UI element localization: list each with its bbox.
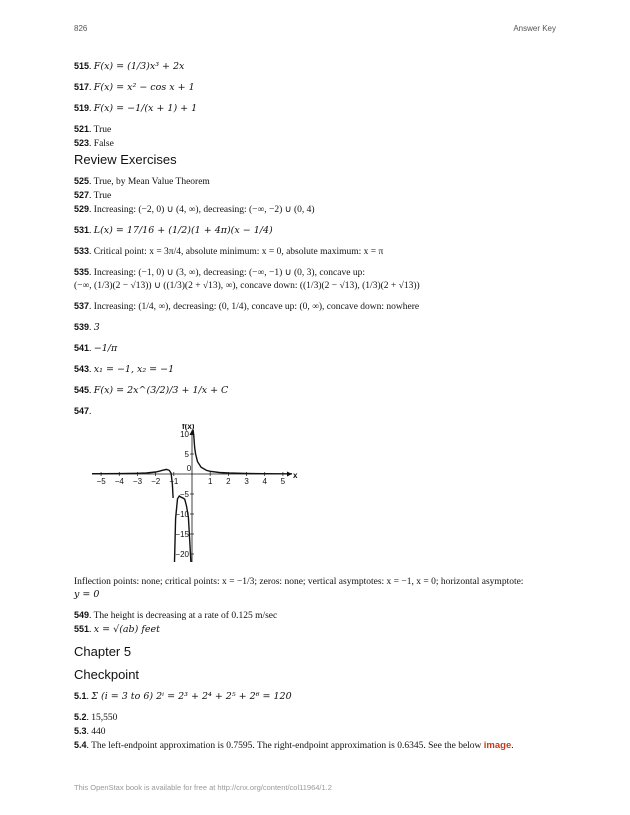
- answer-text: 3: [93, 322, 100, 333]
- x-tick-label: 5: [280, 477, 286, 486]
- answer-549: 549. The height is decreasing at a rate of 0.125 m/sec: [74, 610, 278, 621]
- answer-text: (−∞, (1/3)(2 − √13)) ∪ ((1/3)(2 + √13), ∞), concave down: ((1/3)(2 − √13), (1/3)(2 + √13)): [74, 281, 420, 291]
- answer-529: 529. Increasing: (−2, 0) ∪ (4, ∞), decreasing: (−∞, −2) ∪ (0, 4): [74, 204, 315, 215]
- x-tick-label: −5: [96, 477, 106, 486]
- chapter-heading: Chapter 5: [74, 644, 132, 659]
- section-title: Answer Key: [513, 24, 556, 33]
- answer-537: 537. Increasing: (1/4, ∞), decreasing: (0, 1/4), concave up: (0, ∞), concave down: nowhere: [74, 301, 420, 312]
- page-number: 826: [74, 24, 88, 33]
- x-tick-label: −4: [114, 477, 124, 486]
- answer-text: 440: [91, 727, 106, 737]
- y-tick-label: 10: [180, 430, 189, 439]
- answer-number: 5.3: [74, 726, 87, 736]
- x-axis-label: x: [293, 471, 298, 480]
- image-link[interactable]: image: [483, 740, 512, 751]
- answer-number: 527: [74, 190, 90, 200]
- answer-number: 521: [74, 124, 90, 134]
- answer-text: False: [93, 139, 114, 149]
- answer-text: The left-endpoint approximation is 0.7595. The right-endpoint approximation is 0.6345. See the below: [91, 741, 482, 751]
- x-tick-label: 4: [262, 477, 267, 486]
- checkpoint-5-3: 5.3. 440: [74, 726, 106, 737]
- answer-text: 15,550: [91, 713, 118, 723]
- review-exercises-heading: Review Exercises: [74, 152, 177, 167]
- answer-527: 527. True: [74, 190, 112, 201]
- checkpoint-5-4: 5.4. The left-endpoint approximation is 0.7595. The right-endpoint approximation is 0.6345. See the below image.: [74, 740, 514, 751]
- answer-number: 517: [74, 82, 90, 92]
- answer-number: 523: [74, 138, 90, 148]
- answer-543: 543. x₁ = −1, x₂ = −1: [74, 364, 175, 375]
- x-tick-label: −2: [151, 477, 161, 486]
- x-tick-label: −3: [132, 477, 143, 486]
- answer-number: 537: [74, 301, 90, 311]
- answer-number: 545: [74, 385, 90, 395]
- answer-number: 543: [74, 364, 90, 374]
- answer-text: Increasing: (−1, 0) ∪ (3, ∞), decreasing: (−∞, −1) ∪ (0, 3), concave up:: [93, 268, 365, 278]
- answer-531: 531. L(x) = 17/16 + (1/2)(1 + 4π)(x − 1/4): [74, 225, 273, 236]
- x-tick-label: 2: [226, 477, 231, 486]
- answer-number: 519: [74, 103, 90, 113]
- answer-525: 525. True, by Mean Value Theorem: [74, 176, 210, 187]
- x-tick-label: 3: [244, 477, 249, 486]
- answer-515: 515. F(x) = (1/3)x³ + 2x: [74, 61, 185, 72]
- answer-number: 547: [74, 406, 90, 416]
- answer-541: 541. −1/π: [74, 343, 118, 354]
- y-tick-label: −15: [175, 530, 189, 539]
- answer-text: y = 0: [74, 589, 100, 600]
- checkpoint-5-1: 5.1. Σ (i = 3 to 6) 2ⁱ = 2³ + 2⁴ + 2⁵ + 2⁶ = 120: [74, 691, 292, 702]
- answer-text: F(x) = x² − cos x + 1: [93, 82, 195, 93]
- answer-number: 5.1: [74, 691, 87, 701]
- answer-number: 515: [74, 61, 90, 71]
- answer-content: [74, 60, 556, 753]
- answer-text: F(x) = −1/(x + 1) + 1: [93, 103, 198, 114]
- answer-number: 535: [74, 267, 90, 277]
- y-axis-label: f(x): [182, 424, 195, 431]
- answer-523: 523. False: [74, 138, 114, 149]
- answer-number: 531: [74, 225, 90, 235]
- answer-number: 541: [74, 343, 90, 353]
- x-tick-label: 1: [207, 477, 213, 486]
- answer-number: 533: [74, 246, 90, 256]
- function-curve: [193, 430, 292, 474]
- answer-551: 551. x = √(ab) feet: [74, 624, 160, 635]
- answer-547: 547.: [74, 406, 92, 417]
- answer-number: 551: [74, 624, 90, 634]
- answer-number: 549: [74, 610, 90, 620]
- function-graph: [84, 424, 300, 566]
- answer-text: F(x) = 2x^(3/2)/3 + 1/x + C: [93, 385, 229, 396]
- y-tick-label: 5: [184, 450, 189, 459]
- answer-number: 5.4: [74, 740, 87, 750]
- answer-text: x₁ = −1, x₂ = −1: [93, 364, 175, 375]
- answer-text: True: [93, 191, 112, 201]
- answer-number: 529: [74, 204, 90, 214]
- answer-text: True: [93, 125, 112, 135]
- answer-text: Σ (i = 3 to 6) 2ⁱ = 2³ + 2⁴ + 2⁵ + 2⁶ = 120: [91, 691, 292, 702]
- answer-521: 521. True: [74, 124, 112, 135]
- footer-note: This OpenStax book is available for free at http://cnx.org/content/col11964/1.2: [74, 783, 332, 792]
- answer-number: 5.2: [74, 712, 87, 722]
- answer-533: 533. Critical point: x = 3π/4, absolute minimum: x = 0, absolute maximum: x = π: [74, 246, 384, 257]
- checkpoint-heading: Checkpoint: [74, 667, 140, 682]
- answer-text: −1/π: [93, 343, 118, 354]
- answer-number: 539: [74, 322, 90, 332]
- answer-text: x = √(ab) feet: [93, 624, 160, 635]
- x-tick-label: −1: [169, 477, 179, 486]
- answer-539: 539. 3: [74, 322, 100, 333]
- answer-text: Critical point: x = 3π/4, absolute minimum: x = 0, absolute maximum: x = π: [93, 247, 384, 257]
- answer-519: 519. F(x) = −1/(x + 1) + 1: [74, 103, 198, 114]
- answer-text: F(x) = (1/3)x³ + 2x: [93, 61, 185, 72]
- y-tick-label: −20: [175, 550, 189, 559]
- answer-text: The height is decreasing at a rate of 0.125 m/sec: [93, 611, 278, 621]
- x-tick-label: 0: [186, 464, 192, 473]
- answer-text: True, by Mean Value Theorem: [93, 177, 210, 187]
- answer-number: 525: [74, 176, 90, 186]
- answer-535: 535. Increasing: (−1, 0) ∪ (3, ∞), decreasing: (−∞, −1) ∪ (0, 3), concave up:: [74, 267, 365, 278]
- answer-text: L(x) = 17/16 + (1/2)(1 + 4π)(x − 1/4): [93, 225, 273, 236]
- answer-text: Increasing: (−2, 0) ∪ (4, ∞), decreasing: (−∞, −2) ∪ (0, 4): [93, 205, 315, 215]
- checkpoint-5-2: 5.2. 15,550: [74, 712, 118, 723]
- answer-517: 517. F(x) = x² − cos x + 1: [74, 82, 195, 93]
- answer-547-description-continued: [74, 589, 556, 601]
- answer-547-description: [74, 576, 556, 588]
- answer-text: Increasing: (1/4, ∞), decreasing: (0, 1/4), concave up: (0, ∞), concave down: nowhere: [93, 302, 420, 312]
- answer-545: 545. F(x) = 2x^(3/2)/3 + 1/x + C: [74, 385, 229, 396]
- y-tick-label: −10: [175, 510, 189, 519]
- answer-535-continued: [74, 280, 556, 292]
- answer-text: Inflection points: none; critical points: x = −1/3; zeros: none; vertical asymptotes: x = −1, x = 0; horizontal asymptote:: [74, 577, 524, 587]
- y-tick-label: −5: [179, 490, 189, 499]
